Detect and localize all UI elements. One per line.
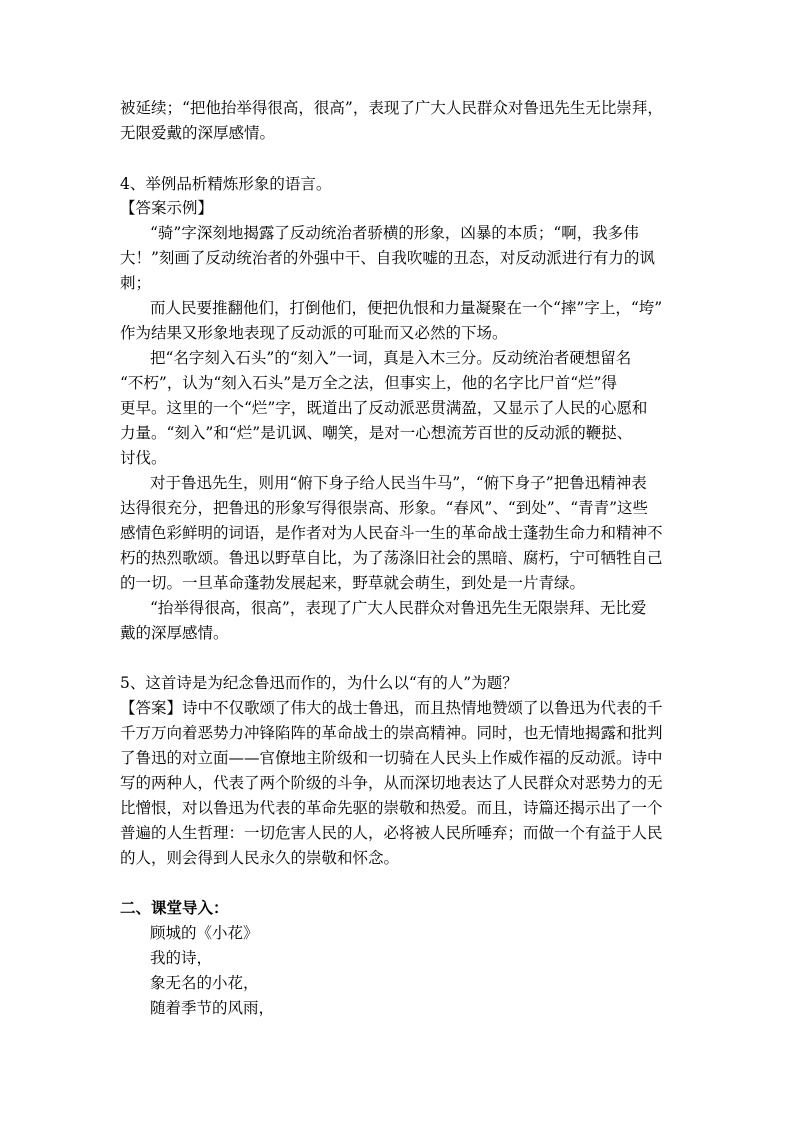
answer-line: 更早。这里的一个“烂”字，既道出了反动派恶贯满盈，又显示了人民的心愿和 bbox=[120, 399, 648, 417]
answer-line: 比憎恨，对以鲁迅为代表的革命先驱的崇敬和热爱。而且，诗篇还揭示出了一个 bbox=[120, 799, 663, 817]
answer-line: 【答案】诗中不仅歌颂了伟大的战士鲁迅，而且热情地赞颂了以鲁迅为代表的千 bbox=[120, 699, 663, 717]
answer-label: 【答案示例】 bbox=[120, 199, 214, 217]
answer-line: 写的两种人，代表了两个阶级的斗争，从而深切地表达了人民群众对恶势力的无 bbox=[120, 774, 663, 792]
answer-line: 大！”刻画了反动统治者的外强中干、自我吹嘘的丑态，对反动派进行有力的讽 bbox=[120, 249, 655, 267]
answer-line: 力量。“刻入”和“烂”是讥讽、嘲笑，是对一心想流芳百世的反动派的鞭挞、 bbox=[120, 424, 633, 442]
answer-line: 的一切。一旦革命蓬勃发展起来，野草就会萌生，到处是一片青绿。 bbox=[120, 574, 586, 592]
poem-line: 象无名的小花， bbox=[150, 974, 259, 992]
answer-line: 达得很充分，把鲁迅的形象写得很崇高、形象。“春风”、“到处”、“青青”这些 bbox=[120, 499, 649, 517]
answer-line: 朽的热烈歌颂。鲁迅以野草自比，为了荡涤旧社会的黑暗、腐朽，宁可牺牲自己 bbox=[120, 549, 663, 567]
answer-line: “抬举得很高，很高”，表现了广大人民群众对鲁迅先生无限崇拜、无比爱 bbox=[150, 599, 647, 617]
answer-line: 而人民要推翻他们，打倒他们，便把仇恨和力量凝聚在一个“摔”字上，“垮” bbox=[150, 299, 663, 317]
answer-line: 千万万向着恶势力冲锋陷阵的革命战士的崇高精神。同时，也无情地揭露和批判 bbox=[120, 724, 663, 742]
answer-line: 作为结果又形象地表现了反动派的可耻而又必然的下场。 bbox=[120, 324, 508, 342]
answer-line: 感情色彩鲜明的词语，是作者对为人民奋斗一生的革命战士蓬勃生命力和精神不 bbox=[120, 524, 663, 542]
answer-line: 把“名字刻入石头”的“刻入”一词，真是入木三分。反动统治者硬想留名 bbox=[150, 349, 632, 367]
poem-line: 我的诗， bbox=[150, 949, 213, 967]
answer-line: 的人，则会得到人民永久的崇敬和怀念。 bbox=[120, 849, 400, 867]
answer-line: 刺； bbox=[120, 274, 152, 292]
answer-line: “不朽”，认为“刻入石头”是万全之法，但事实上，他的名字比尸首“烂”得 bbox=[120, 374, 618, 392]
intro-line: 无限爱戴的深厚感情。 bbox=[120, 124, 276, 142]
poem-line: 随着季节的风雨， bbox=[150, 999, 275, 1017]
answer-line: 普遍的人生哲理：一切危害人民的人，必将被人民所唾弃；而做一个有益于人民 bbox=[120, 824, 663, 842]
intro-line: 被延续；“把他抬举得很高，很高”，表现了广大人民群众对鲁迅先生无比崇拜， bbox=[120, 99, 663, 117]
answer-line: 讨伐。 bbox=[120, 449, 167, 467]
question-5: 5、这首诗是为纪念鲁迅而作的，为什么以“有的人”为题？ bbox=[120, 674, 518, 692]
answer-line: “骑”字深刻地揭露了反动统治者骄横的形象，凶暴的本质；“啊，我多伟 bbox=[150, 224, 639, 242]
answer-line: 戴的深厚感情。 bbox=[120, 624, 229, 642]
poem-title: 顾城的《小花》 bbox=[150, 924, 259, 942]
answer-line: 了鲁迅的对立面——官僚地主阶级和一切骑在人民头上作威作福的反动派。诗中 bbox=[120, 749, 663, 767]
section-heading: 二、课堂导入： bbox=[120, 898, 229, 917]
question-4: 4、举例品析精炼形象的语言。 bbox=[120, 175, 332, 193]
answer-line: 对于鲁迅先生，则用“俯下身子给人民当牛马”，“俯下身子”把鲁迅精神表 bbox=[150, 474, 647, 492]
